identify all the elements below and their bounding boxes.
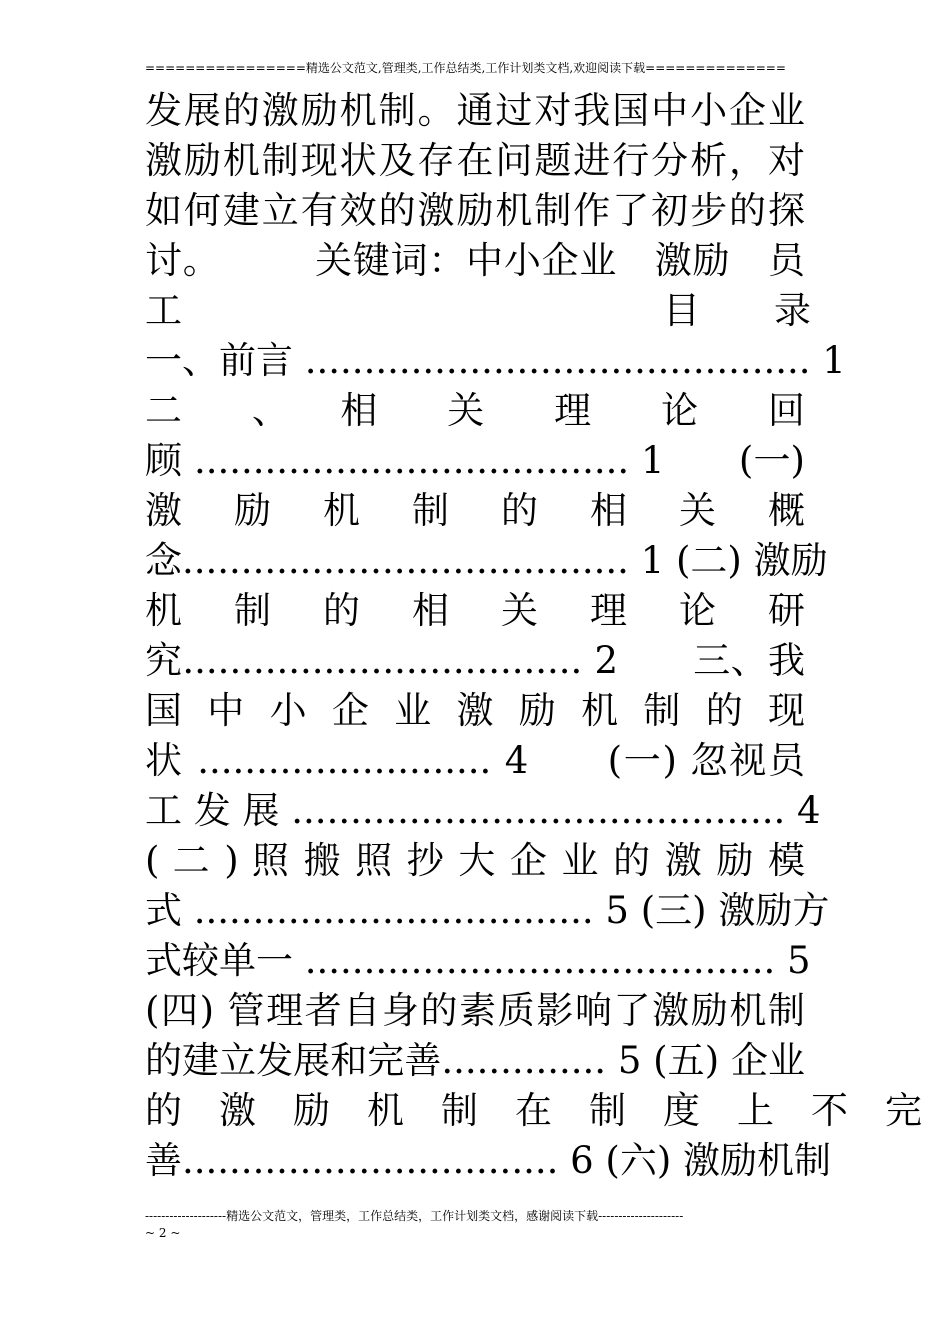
- toc-entry: 一、前言 ........................................... 1: [145, 339, 846, 382]
- toc-entry: 二 、 相 关 理 论 回: [145, 389, 805, 432]
- header-banner: ================精选公文范文,管理类,工作总结类,工作计划类文档,欢迎阅读下载==============: [145, 61, 786, 75]
- text-line: 发展的激励机制。通过对我国中小企业: [145, 89, 805, 132]
- text-line: 讨。 关键词：中小企业 激励 员: [145, 239, 805, 282]
- toc-entry: 式 .................................. 5 (三) 激励方: [145, 889, 830, 932]
- toc-entry: 机 制 的 相 关 理 论 研: [145, 589, 805, 632]
- toc-entry: 激 励 机 制 的 相 关 概: [145, 489, 805, 532]
- toc-entry: 的 激 励 机 制 在 制 度 上 不 完: [145, 1089, 922, 1132]
- toc-title-line: 工 目 录: [145, 289, 811, 332]
- toc-entry: 工 发 展 .......................................... 4: [145, 789, 821, 832]
- text-line: 激励机制现状及存在问题进行分析，对: [145, 139, 805, 182]
- toc-entry: 善................................ 6 (六) 激励机制: [145, 1139, 832, 1182]
- footer-banner: --------------------精选公文范文，管理类，工作总结类，工作计划类文档，感谢阅读下载---------------------: [145, 1209, 684, 1223]
- toc-entry: 状 ......................... 4 (一) 忽视员: [145, 739, 805, 782]
- toc-entry: 念...................................... 1 (二) 激励: [145, 539, 828, 582]
- toc-entry: 究.................................. 2 三、我: [145, 639, 805, 682]
- toc-entry: (四) 管理者自身的素质影响了激励机制: [145, 989, 805, 1032]
- toc-entry: 顾 ..................................... 1 (一): [145, 439, 805, 482]
- document-body: [145, 86, 922, 1186]
- text-line: 如何建立有效的激励机制作了初步的探: [145, 189, 805, 232]
- toc-entry: 国 中 小 企 业 激 励 机 制 的 现: [145, 689, 805, 732]
- toc-entry: ( 二 ) 照 搬 照 抄 大 企 业 的 激 励 模: [145, 839, 805, 882]
- page-number: ~ 2 ~: [145, 1226, 181, 1240]
- toc-entry: 式较单一 ........................................ 5: [145, 939, 811, 982]
- toc-entry: 的建立发展和完善.............. 5 (五) 企业: [145, 1039, 805, 1082]
